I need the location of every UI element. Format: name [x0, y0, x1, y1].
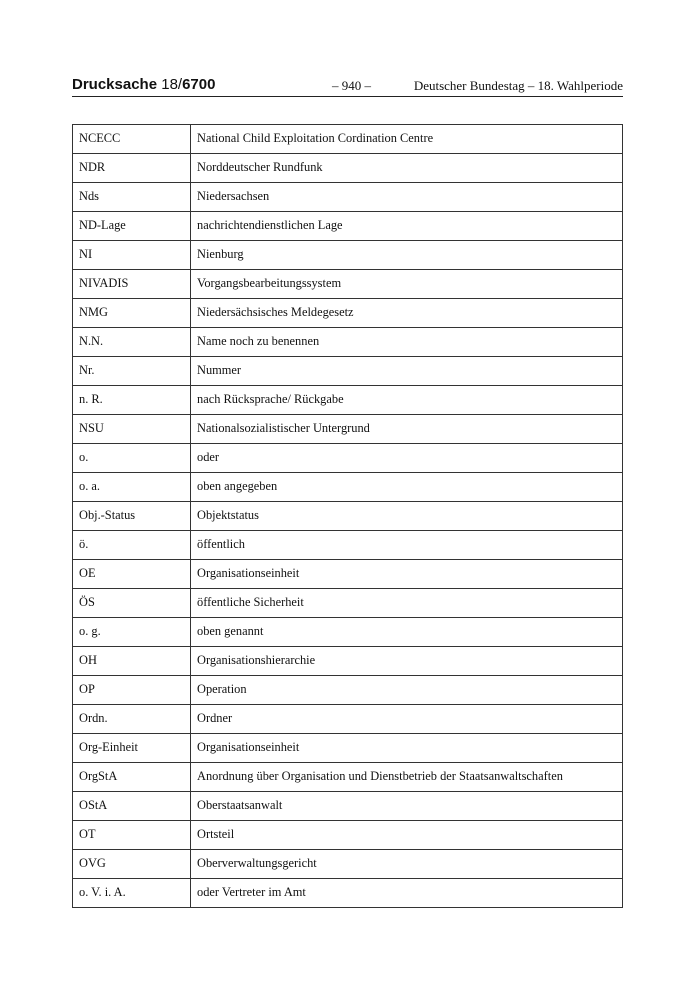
meaning-cell — [191, 415, 623, 444]
table-row — [73, 270, 623, 299]
abbreviation-text: Nr. — [79, 363, 95, 377]
meaning-cell — [191, 125, 623, 154]
abbreviation-text: NSU — [79, 421, 104, 435]
meaning-text: oben angegeben — [197, 479, 278, 493]
table-row — [73, 299, 623, 328]
abbreviation-text: OT — [79, 827, 96, 841]
abbreviation-text: OVG — [79, 856, 106, 870]
page-number: – 940 – — [332, 78, 371, 93]
table-row — [73, 676, 623, 705]
meaning-text: nach Rücksprache/ Rückgabe — [197, 392, 344, 406]
abbreviation-cell — [73, 125, 191, 154]
meaning-text: Operation — [197, 682, 247, 696]
abbreviation-text: Nds — [79, 189, 99, 203]
abbreviation-cell — [73, 415, 191, 444]
abbreviation-text: o. a. — [79, 479, 100, 493]
abbreviation-cell — [73, 386, 191, 415]
meaning-cell — [191, 473, 623, 502]
table-row — [73, 473, 623, 502]
meaning-cell — [191, 647, 623, 676]
table-row — [73, 792, 623, 821]
abbreviation-cell — [73, 734, 191, 763]
meaning-text: Oberverwaltungsgericht — [197, 856, 317, 870]
meaning-text: Niedersächsisches Meldegesetz — [197, 305, 354, 319]
meaning-text: Nummer — [197, 363, 242, 377]
meaning-cell — [191, 589, 623, 618]
table-row — [73, 444, 623, 473]
abbreviation-cell — [73, 589, 191, 618]
publisher-label: Deutscher Bundestag – 18. Wahlperiode — [413, 78, 623, 93]
meaning-text: Oberstaatsanwalt — [197, 798, 283, 812]
meaning-cell — [191, 821, 623, 850]
meaning-text: National Child Exploitation Cordination Centre — [197, 131, 434, 145]
meaning-text: Niedersachsen — [197, 189, 270, 203]
table-row — [73, 154, 623, 183]
meaning-text: öffentlich — [197, 537, 245, 551]
abbreviation-cell — [73, 560, 191, 589]
meaning-text: oder Vertreter im Amt — [197, 885, 306, 899]
meaning-text: Norddeutscher Rundfunk — [197, 160, 323, 174]
meaning-cell — [191, 154, 623, 183]
abbreviation-text: OE — [79, 566, 96, 580]
abbreviation-cell — [73, 299, 191, 328]
table-row — [73, 618, 623, 647]
meaning-text: Organisationshierarchie — [197, 653, 316, 667]
abbreviation-cell — [73, 357, 191, 386]
meaning-text: Ordner — [197, 711, 233, 725]
meaning-cell — [191, 444, 623, 473]
table-row — [73, 531, 623, 560]
table-row — [73, 357, 623, 386]
table-row — [73, 212, 623, 241]
abbreviation-cell — [73, 792, 191, 821]
abbreviation-cell — [73, 763, 191, 792]
meaning-text: Organisationseinheit — [197, 566, 300, 580]
abbreviation-text: Org-Einheit — [79, 740, 138, 754]
abbreviation-text: o. g. — [79, 624, 101, 638]
meaning-text: Ortsteil — [197, 827, 235, 841]
abbreviation-text: Obj.-Status — [79, 508, 136, 522]
abbreviation-text: OH — [79, 653, 97, 667]
meaning-cell — [191, 850, 623, 879]
meaning-text: Anordnung über Organisation und Dienstbetrieb der Staatsanwaltschaften — [197, 769, 563, 783]
abbreviation-cell — [73, 473, 191, 502]
abbreviation-text: OStA — [79, 798, 108, 812]
abbreviation-cell — [73, 502, 191, 531]
table-row — [73, 241, 623, 270]
meaning-cell — [191, 386, 623, 415]
meaning-text: Nienburg — [197, 247, 244, 261]
table-row — [73, 879, 623, 908]
table-row — [73, 734, 623, 763]
abbreviation-text: o. — [79, 450, 89, 464]
meaning-cell — [191, 531, 623, 560]
table-row — [73, 328, 623, 357]
abbreviation-cell — [73, 183, 191, 212]
table-row — [73, 705, 623, 734]
abbreviation-cell — [73, 647, 191, 676]
abbreviation-text: n. R. — [79, 392, 103, 406]
table-row — [73, 415, 623, 444]
meaning-cell — [191, 270, 623, 299]
abbreviation-cell — [73, 444, 191, 473]
meaning-text: Objektstatus — [197, 508, 259, 522]
abbreviation-cell — [73, 328, 191, 357]
abbreviation-cell — [73, 618, 191, 647]
abbreviation-text: NCECC — [79, 131, 121, 145]
meaning-text: Name noch zu benennen — [197, 334, 320, 348]
abbreviation-cell — [73, 850, 191, 879]
abbreviation-cell — [73, 241, 191, 270]
abbreviation-cell — [73, 676, 191, 705]
table-row — [73, 589, 623, 618]
abbreviation-cell — [73, 212, 191, 241]
abbreviation-cell — [73, 821, 191, 850]
abbreviation-cell — [73, 531, 191, 560]
meaning-text: oben genannt — [197, 624, 264, 638]
table-row — [73, 125, 623, 154]
meaning-cell — [191, 879, 623, 908]
meaning-cell — [191, 241, 623, 270]
table-row — [73, 502, 623, 531]
abbreviation-text: Ordn. — [79, 711, 108, 725]
meaning-text: oder — [197, 450, 220, 464]
abbreviation-text: NMG — [79, 305, 108, 319]
meaning-cell — [191, 502, 623, 531]
abbreviation-text: ö. — [79, 537, 89, 551]
meaning-text: Organisationseinheit — [197, 740, 300, 754]
document-label — [72, 76, 215, 94]
abbreviation-text: o. V. i. A. — [79, 885, 126, 899]
document-label-text: Drucksache — [72, 76, 158, 93]
abbreviation-text: ÖS — [79, 595, 95, 609]
meaning-cell — [191, 299, 623, 328]
meaning-cell — [191, 618, 623, 647]
meaning-cell — [191, 357, 623, 386]
abbreviation-text: OP — [79, 682, 95, 696]
abbreviation-table-body — [73, 125, 623, 908]
meaning-text: Vorgangsbearbeitungssystem — [197, 276, 342, 290]
document-number: 6700 — [182, 76, 216, 93]
table-row — [73, 821, 623, 850]
abbreviation-text: NI — [79, 247, 93, 261]
table-row — [73, 763, 623, 792]
meaning-cell — [191, 560, 623, 589]
meaning-text: nachrichtendienstlichen Lage — [197, 218, 343, 232]
table-row — [73, 386, 623, 415]
abbreviation-table — [72, 124, 623, 908]
abbreviation-text: N.N. — [79, 334, 104, 348]
table-row — [73, 183, 623, 212]
meaning-cell — [191, 792, 623, 821]
abbreviation-text: OrgStA — [79, 769, 118, 783]
abbreviation-text: NIVADIS — [79, 276, 129, 290]
table-row — [73, 850, 623, 879]
meaning-cell — [191, 212, 623, 241]
meaning-cell — [191, 328, 623, 357]
meaning-cell — [191, 763, 623, 792]
page-header — [72, 76, 623, 97]
meaning-cell — [191, 183, 623, 212]
abbreviation-text: NDR — [79, 160, 106, 174]
table-row — [73, 560, 623, 589]
document-number-prefix: 18/ — [161, 76, 183, 93]
meaning-cell — [191, 676, 623, 705]
abbreviation-cell — [73, 154, 191, 183]
abbreviation-cell — [73, 270, 191, 299]
abbreviation-text: ND-Lage — [79, 218, 126, 232]
abbreviation-cell — [73, 879, 191, 908]
meaning-cell — [191, 705, 623, 734]
table-row — [73, 647, 623, 676]
abbreviation-cell — [73, 705, 191, 734]
meaning-text: Nationalsozialistischer Untergrund — [197, 421, 370, 435]
meaning-cell — [191, 734, 623, 763]
meaning-text: öffentliche Sicherheit — [197, 595, 304, 609]
